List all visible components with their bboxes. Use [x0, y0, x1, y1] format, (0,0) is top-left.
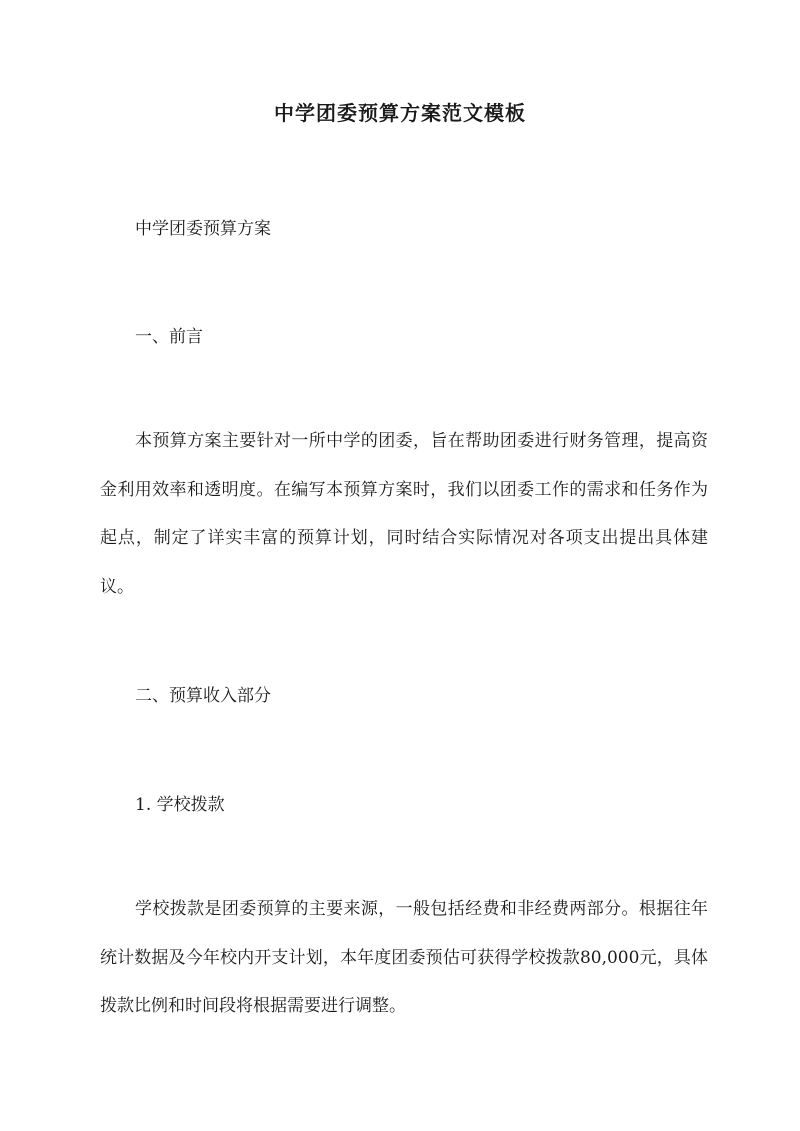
document-title: 中学团委预算方案范文模板: [274, 101, 526, 125]
preface-paragraph: 本预算方案主要针对一所中学的团委，旨在帮助团委进行财务管理，提高资金利用效率和透明度。在编写本预算方案时，我们以团委工作的需求和任务作为起点，制定了详实丰富的预算计划，同时结合实际情况对各项支出提出具体建议。: [100, 431, 708, 597]
school-funding-paragraph: 学校拨款是团委预算的主要来源，一般包括经费和非经费两部分。根据往年统计数据及今年校内开支计划，本年度团委预估可获得学校拨款80,000元，具体拨款比例和时间段将根据需要进行调整。: [100, 899, 708, 1017]
section-heading-income: 二、预算收入部分: [135, 686, 271, 706]
section-heading-preface: 一、前言: [135, 327, 203, 347]
subsection-heading-school-funding: 1. 学校拨款: [135, 795, 225, 815]
document-subtitle: 中学团委预算方案: [135, 219, 271, 239]
